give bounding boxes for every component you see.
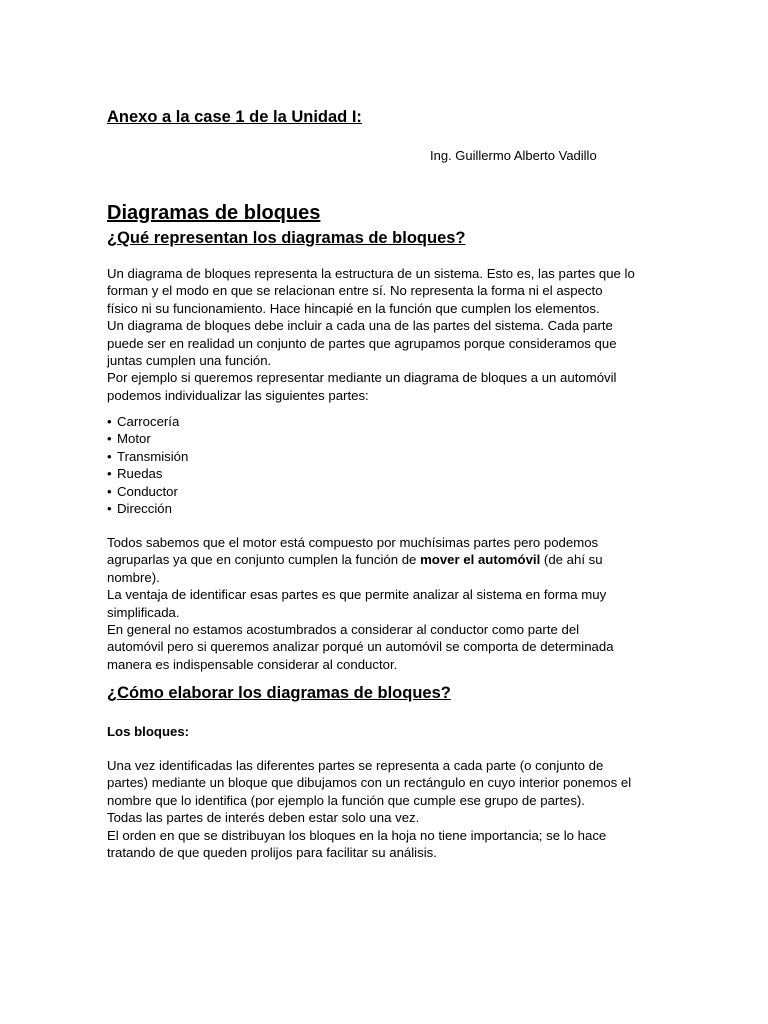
text-line: automóvil pero si queremos analizar porqué un automóvil se comporta de determinada <box>107 639 614 655</box>
text-line: nombre). <box>107 569 160 585</box>
intro-paragraph <box>107 265 667 404</box>
text-line: Un diagrama de bloques debe incluir a cada una de las partes del sistema. Cada parte <box>107 318 613 334</box>
text-line: partes) mediante un bloque que dibujamos con un rectángulo en cuyo interior ponemos el <box>107 775 632 791</box>
author-name: Ing. Guillermo Alberto Vadillo <box>430 148 597 163</box>
subheading-blocks: Los bloques: <box>107 724 190 739</box>
bullet-icon: • <box>107 414 112 429</box>
annex-title: Anexo a la case 1 de la Unidad I: <box>107 108 362 126</box>
list-item-label: Motor <box>117 431 151 447</box>
bullet-icon: • <box>107 431 112 447</box>
text-line: puede ser en realidad un conjunto de partes que agrupamos porque consideramos que <box>107 335 617 351</box>
bullet-icon: • <box>107 483 112 499</box>
blocks-paragraph <box>107 757 667 861</box>
text-line: podemos individualizar las siguientes partes: <box>107 387 369 403</box>
text-span: (de ahí su <box>540 552 603 568</box>
parts-list <box>107 413 667 517</box>
bullet-icon: • <box>107 448 112 464</box>
text-line: En general no estamos acostumbrados a considerar al conductor como parte del <box>107 622 580 638</box>
text-line: Todas las partes de interés deben estar solo una vez. <box>107 810 420 826</box>
text-line: forman y el modo en que se relacionan entre sí. No representa la forma ni el aspecto <box>107 283 603 299</box>
text-line: juntas cumplen una función. <box>107 353 272 369</box>
text-line: simplificada. <box>107 604 180 620</box>
text-line: nombre que lo identifica (por ejemplo la función que cumple ese grupo de partes). <box>107 792 585 808</box>
list-item-label: Conductor <box>117 483 178 499</box>
list-item <box>107 448 667 465</box>
list-item-label: Transmisión <box>117 448 189 464</box>
text-line: Una vez identificadas las diferentes partes se representa a cada parte (o conjunto de <box>107 758 604 773</box>
list-item-label: Dirección <box>117 501 172 517</box>
list-item-label: Carrocería <box>117 414 180 429</box>
motor-paragraph <box>107 534 667 673</box>
section-question-1: ¿Qué representan los diagramas de bloques? <box>107 229 466 247</box>
section-title: Diagramas de bloques <box>107 202 321 224</box>
text-span: agruparlas ya que en conjunto cumplen la función de <box>107 552 421 568</box>
list-item <box>107 500 667 517</box>
text-line: Un diagrama de bloques representa la estructura de un sistema. Esto es, las partes que lo <box>107 266 635 281</box>
section-question-2: ¿Cómo elaborar los diagramas de bloques? <box>107 684 451 702</box>
list-item-label: Ruedas <box>117 466 163 482</box>
text-line: La ventaja de identificar esas partes es que permite analizar al sistema en forma muy <box>107 587 607 603</box>
list-item <box>107 465 667 482</box>
text-line: manera es indispensable considerar al conductor. <box>107 656 398 672</box>
text-line: El orden en que se distribuyan los bloques en la hoja no tiene importancia; se lo hace <box>107 827 607 843</box>
bold-phrase: mover el automóvil <box>420 552 541 568</box>
list-item <box>107 430 667 447</box>
text-line: físico ni su funcionamiento. Hace hincapié en la función que cumplen los elementos. <box>107 300 600 316</box>
text-line <box>107 551 667 568</box>
text-line: tratando de que queden prolijos para facilitar su análisis. <box>107 845 437 861</box>
text-line: Por ejemplo si queremos representar mediante un diagrama de bloques a un automóvil <box>107 370 617 386</box>
text-line: Todos sabemos que el motor está compuesto por muchísimas partes pero podemos <box>107 535 599 550</box>
bullet-icon: • <box>107 501 112 517</box>
list-item <box>107 483 667 500</box>
bullet-icon: • <box>107 466 112 482</box>
list-item <box>107 413 667 430</box>
